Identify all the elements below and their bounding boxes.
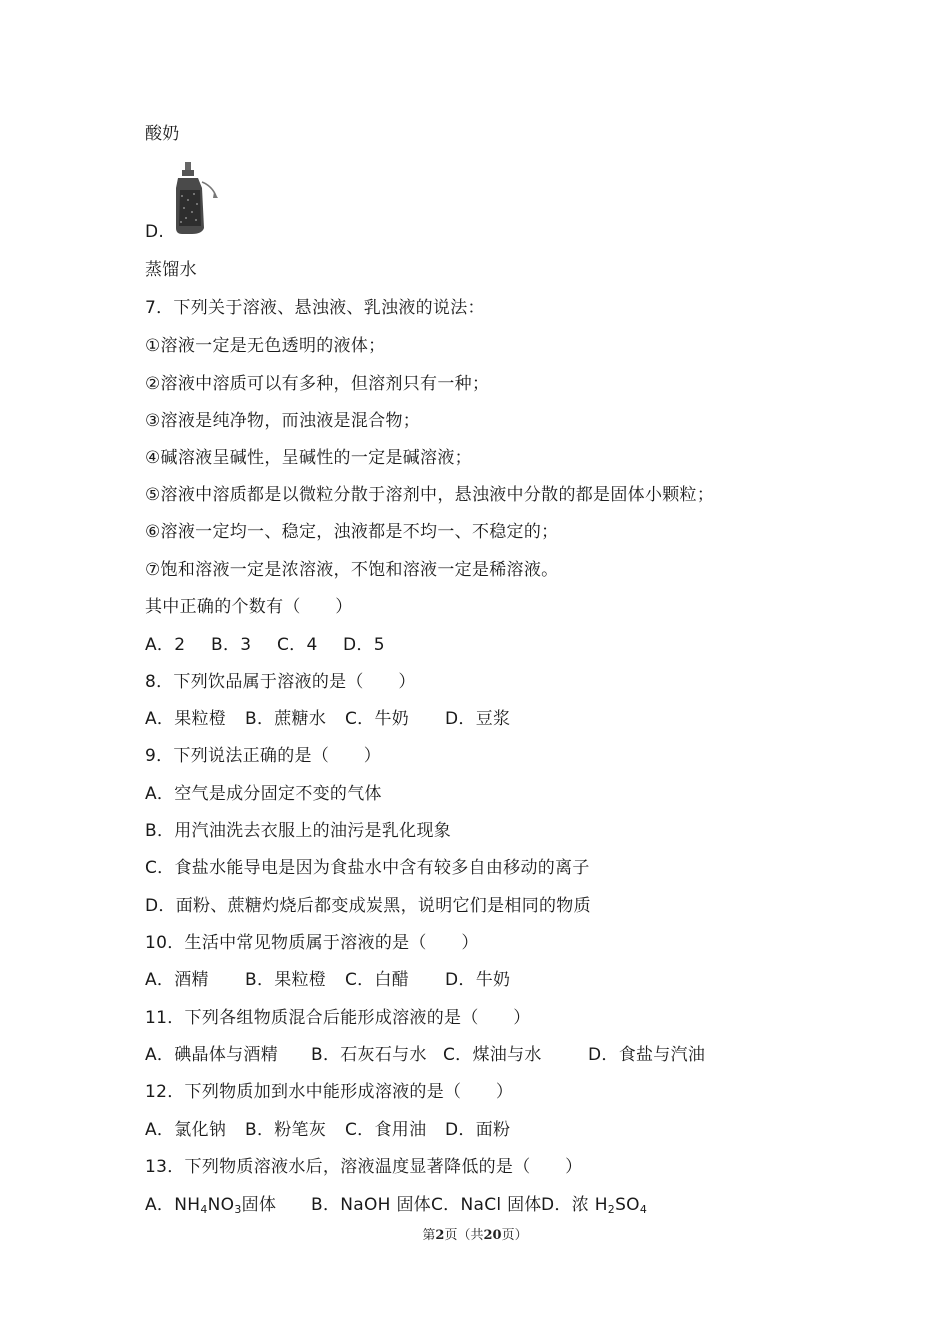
distilled-water-bottle-image <box>172 160 232 240</box>
q10-option-c: C．白醋 <box>345 970 410 990</box>
q12-option-b: B．粉笔灰 <box>245 1120 327 1140</box>
question-7-item-4: ④碱溶液呈碱性，呈碱性的一定是碱溶液； <box>145 448 472 468</box>
current-page-number: 2 <box>435 1228 445 1243</box>
q13-option-d: D．浓 $H_2SO_4$ <box>541 1195 648 1216</box>
q9-option-c: C．食盐水能导电是因为食盐水中含有较多自由移动的离子 <box>145 858 590 878</box>
distilled-water-label: 蒸馏水 <box>145 260 197 280</box>
yogurt-label: 酸奶 <box>145 124 180 144</box>
q9-option-d: D．面粉、蔗糖灼烧后都变成炭黑，说明它们是相同的物质 <box>145 896 591 916</box>
question-7-options <box>145 634 385 656</box>
option-d-label: D. <box>145 222 165 242</box>
question-7-item-6: ⑥溶液一定均一、稳定，浊液都是不均一、不稳定的； <box>145 522 559 542</box>
question-10-stem: 10．生活中常见物质属于溶液的是（ ） <box>145 933 479 953</box>
question-7-ask: 其中正确的个数有（ ） <box>145 597 353 617</box>
q11-option-a: A．碘晶体与酒精 <box>145 1045 279 1065</box>
q10-option-b: B．果粒橙 <box>245 970 327 990</box>
q13-option-c: C．NaCl 固体 <box>431 1195 542 1215</box>
q7-option-d: D．5 <box>343 635 385 655</box>
q8-option-a: A．果粒橙 <box>145 709 227 729</box>
question-10-options <box>145 969 510 991</box>
q7-option-b: B．3 <box>211 635 252 655</box>
q8-option-b: B．蔗糖水 <box>245 709 327 729</box>
total-page-count: 20 <box>483 1228 502 1243</box>
page-footer: 第2页（共20页） <box>422 1228 528 1243</box>
question-12-stem: 12．下列物质加到水中能形成溶液的是（ ） <box>145 1082 514 1102</box>
question-7-item-5: ⑤溶液中溶质都是以微粒分散于溶剂中，悬浊液中分散的都是固体小颗粒； <box>145 485 715 505</box>
question-7-stem: 7．下列关于溶液、悬浊液、乳浊液的说法： <box>145 298 485 318</box>
question-7-item-2: ②溶液中溶质可以有多种，但溶剂只有一种； <box>145 374 490 394</box>
q11-option-c: C．煤油与水 <box>443 1045 542 1065</box>
question-11-options <box>145 1044 705 1066</box>
q8-option-d: D．豆浆 <box>445 709 511 729</box>
q13-option-b: B．NaOH 固体 <box>311 1195 432 1215</box>
q13-option-a: A．$NH_4NO_3$固体 <box>145 1195 277 1216</box>
q12-option-d: D．面粉 <box>445 1120 511 1140</box>
question-8-options <box>145 708 510 730</box>
question-7-item-7: ⑦饱和溶液一定是浓溶液，不饱和溶液一定是稀溶液。 <box>145 560 559 580</box>
q8-option-c: C．牛奶 <box>345 709 410 729</box>
question-13-options <box>145 1194 647 1216</box>
q11-option-d: D．食盐与汽油 <box>588 1045 706 1065</box>
q9-option-a: A．空气是成分固定不变的气体 <box>145 784 382 804</box>
question-7-item-3: ③溶液是纯净物，而浊液是混合物； <box>145 411 421 431</box>
question-12-options <box>145 1119 510 1141</box>
q10-option-a: A．酒精 <box>145 970 209 990</box>
q12-option-c: C．食用油 <box>345 1120 427 1140</box>
question-7-item-1: ①溶液一定是无色透明的液体； <box>145 336 386 356</box>
q11-option-b: B．石灰石与水 <box>311 1045 427 1065</box>
question-8-stem: 8．下列饮品属于溶液的是（ ） <box>145 672 416 692</box>
q9-option-b: B．用汽油洗去衣服上的油污是乳化现象 <box>145 821 452 841</box>
q10-option-d: D．牛奶 <box>445 970 511 990</box>
question-13-stem: 13．下列物质溶液水后，溶液温度显著降低的是（ ） <box>145 1157 583 1177</box>
q7-option-c: C．4 <box>277 635 318 655</box>
q12-option-a: A．氯化钠 <box>145 1120 227 1140</box>
question-11-stem: 11．下列各组物质混合后能形成溶液的是（ ） <box>145 1008 531 1028</box>
question-9-stem: 9．下列说法正确的是（ ） <box>145 746 382 766</box>
q7-option-a: A．2 <box>145 635 186 655</box>
